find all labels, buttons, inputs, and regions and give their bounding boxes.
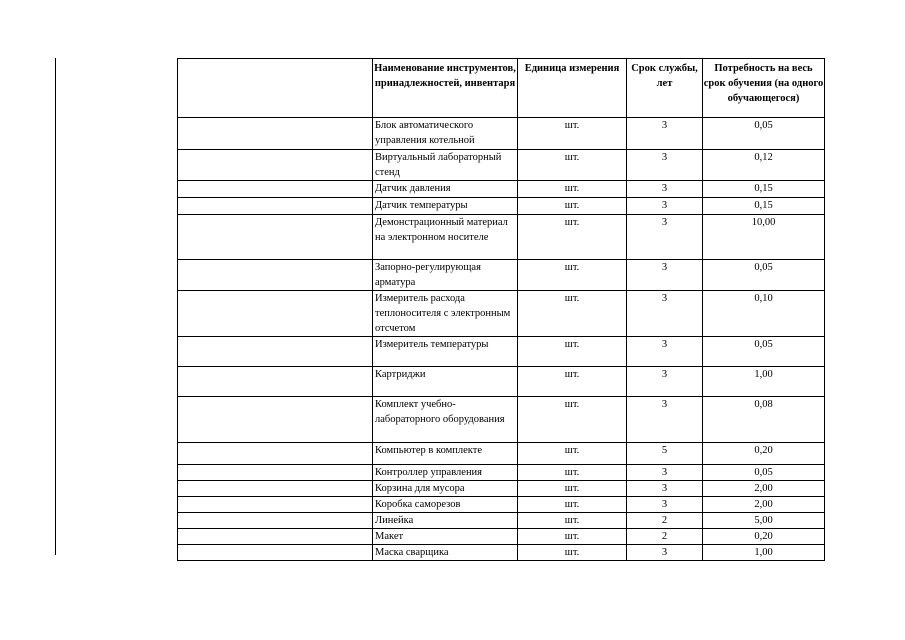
row-life-cell: 3 <box>627 150 703 181</box>
row-life-cell: 2 <box>627 513 703 529</box>
row-need-cell: 0,05 <box>703 118 825 150</box>
table-row <box>178 260 825 291</box>
table-row <box>178 367 825 397</box>
row-need-cell: 0,08 <box>703 397 825 443</box>
row-blank-cell <box>178 198 373 215</box>
row-blank-cell <box>178 397 373 443</box>
row-blank-cell <box>178 513 373 529</box>
table-header-row <box>178 59 825 118</box>
row-blank-cell <box>178 291 373 337</box>
row-blank-cell <box>178 497 373 513</box>
row-unit-cell: шт. <box>518 181 627 198</box>
row-life-cell: 3 <box>627 481 703 497</box>
row-unit-cell: шт. <box>518 367 627 397</box>
row-life-cell: 3 <box>627 198 703 215</box>
row-life-cell: 3 <box>627 465 703 481</box>
row-name-cell: Коробка саморезов <box>373 497 518 513</box>
row-name-cell: Линейка <box>373 513 518 529</box>
page-margin-line <box>55 58 56 555</box>
row-need-cell: 1,00 <box>703 367 825 397</box>
row-life-cell: 3 <box>627 545 703 561</box>
row-name-cell: Демонстрационный материал на электронном носителе <box>373 215 518 260</box>
row-unit-cell: шт. <box>518 545 627 561</box>
row-unit-cell: шт. <box>518 497 627 513</box>
row-need-cell: 0,10 <box>703 291 825 337</box>
row-name-cell: Измеритель расхода теплоносителя с электронным отсчетом <box>373 291 518 337</box>
table-row <box>178 215 825 260</box>
table-row <box>178 497 825 513</box>
table-row <box>178 465 825 481</box>
row-need-cell: 0,15 <box>703 181 825 198</box>
row-life-cell: 5 <box>627 443 703 465</box>
row-life-cell: 3 <box>627 118 703 150</box>
row-blank-cell <box>178 181 373 198</box>
row-blank-cell <box>178 443 373 465</box>
row-unit-cell: шт. <box>518 150 627 181</box>
row-need-cell: 0,05 <box>703 465 825 481</box>
row-name-cell: Контроллер управления <box>373 465 518 481</box>
inventory-table <box>177 58 825 561</box>
row-blank-cell <box>178 337 373 367</box>
table-row <box>178 545 825 561</box>
header-service-life <box>627 59 703 118</box>
table-row <box>178 198 825 215</box>
row-life-cell: 3 <box>627 291 703 337</box>
row-blank-cell <box>178 150 373 181</box>
header-blank <box>178 59 373 118</box>
row-name-cell: Запорно-регулирующая арматура <box>373 260 518 291</box>
row-unit-cell: шт. <box>518 337 627 367</box>
table-row <box>178 150 825 181</box>
row-need-cell: 0,05 <box>703 260 825 291</box>
row-life-cell: 3 <box>627 215 703 260</box>
table-row <box>178 291 825 337</box>
row-need-cell: 0,20 <box>703 529 825 545</box>
table-row <box>178 443 825 465</box>
row-need-cell: 5,00 <box>703 513 825 529</box>
row-name-cell: Корзина для мусора <box>373 481 518 497</box>
row-need-cell: 0,15 <box>703 198 825 215</box>
row-blank-cell <box>178 118 373 150</box>
row-need-cell: 0,20 <box>703 443 825 465</box>
row-life-cell: 3 <box>627 497 703 513</box>
row-name-cell: Датчик давления <box>373 181 518 198</box>
table-row <box>178 397 825 443</box>
row-life-cell: 3 <box>627 181 703 198</box>
row-blank-cell <box>178 545 373 561</box>
row-unit-cell: шт. <box>518 291 627 337</box>
row-blank-cell <box>178 367 373 397</box>
row-unit-cell: шт. <box>518 118 627 150</box>
row-need-cell: 0,12 <box>703 150 825 181</box>
row-need-cell: 1,00 <box>703 545 825 561</box>
row-blank-cell <box>178 260 373 291</box>
header-unit-text: Единица измерения <box>524 63 620 74</box>
row-life-cell: 2 <box>627 529 703 545</box>
row-blank-cell <box>178 529 373 545</box>
row-life-cell: 3 <box>627 367 703 397</box>
row-blank-cell <box>178 215 373 260</box>
row-name-cell: Маска сварщика <box>373 545 518 561</box>
row-life-cell: 3 <box>627 337 703 367</box>
header-need-text: Потребность на весь срок обучения (на одного обучающегося) <box>703 63 824 104</box>
row-life-cell: 3 <box>627 397 703 443</box>
row-name-cell: Измеритель температуры <box>373 337 518 367</box>
header-name <box>373 59 518 118</box>
row-unit-cell: шт. <box>518 397 627 443</box>
row-name-cell: Макет <box>373 529 518 545</box>
header-name-text: Наименование инструментов, принадлежностей, инвентаря <box>374 63 516 89</box>
row-need-cell: 0,05 <box>703 337 825 367</box>
header-service-life-text: Срок службы, лет <box>631 63 698 89</box>
table-row <box>178 118 825 150</box>
row-unit-cell: шт. <box>518 513 627 529</box>
row-unit-cell: шт. <box>518 443 627 465</box>
row-life-cell: 3 <box>627 260 703 291</box>
table-row <box>178 513 825 529</box>
row-need-cell: 10,00 <box>703 215 825 260</box>
row-unit-cell: шт. <box>518 198 627 215</box>
table-row <box>178 481 825 497</box>
table-row <box>178 181 825 198</box>
row-name-cell: Виртуальный лабораторный стенд <box>373 150 518 181</box>
row-unit-cell: шт. <box>518 481 627 497</box>
row-unit-cell: шт. <box>518 215 627 260</box>
table-row <box>178 337 825 367</box>
row-blank-cell <box>178 465 373 481</box>
row-need-cell: 2,00 <box>703 497 825 513</box>
header-unit <box>518 59 627 118</box>
row-name-cell: Картриджи <box>373 367 518 397</box>
row-blank-cell <box>178 481 373 497</box>
row-unit-cell: шт. <box>518 260 627 291</box>
row-need-cell: 2,00 <box>703 481 825 497</box>
header-need <box>703 59 825 118</box>
table-row <box>178 529 825 545</box>
row-name-cell: Датчик температуры <box>373 198 518 215</box>
row-unit-cell: шт. <box>518 465 627 481</box>
row-name-cell: Блок автоматического управления котельной <box>373 118 518 150</box>
row-unit-cell: шт. <box>518 529 627 545</box>
row-name-cell: Комплект учебно-лабораторного оборудования <box>373 397 518 443</box>
row-name-cell: Компьютер в комплекте <box>373 443 518 465</box>
